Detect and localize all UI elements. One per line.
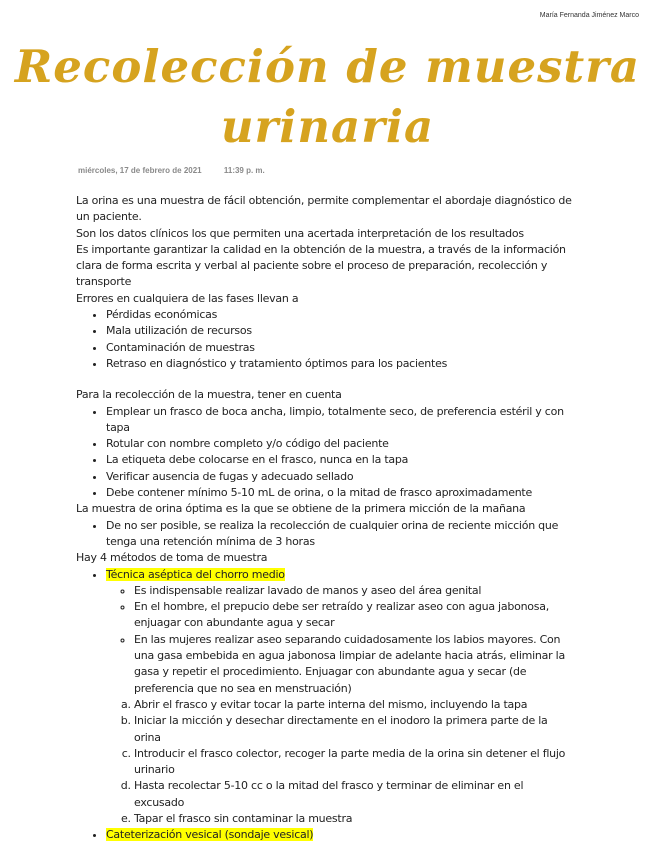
paragraph: Errores en cualquiera de las fases llevan a	[76, 291, 299, 305]
paragraph: Es importante garantizar la calidad en la obtención de la muestra, a través de la información clara de forma escrita y verbal al paciente sobre el proceso de preparación, recolección y transporte	[76, 242, 566, 289]
list-item: ◦ En el hombre, el prepucio debe ser retraído y realizar aseo con agua jabonosa, enjuagar con abundante agua y secar	[134, 599, 576, 632]
note-body	[76, 193, 576, 844]
paragraph: La orina es una muestra de fácil obtención, permite complementar el abordaje diagnóstico de un paciente.	[76, 194, 572, 224]
note-date: miércoles, 17 de febrero de 2021	[78, 166, 202, 175]
method-name-highlighted: Cateterización vesical (sondaje vesical)	[106, 828, 314, 842]
section-heading: Para la recolección de la muestra, tener en cuenta	[76, 388, 342, 402]
method-name-highlighted: Técnica aséptica del chorro medio	[106, 567, 285, 581]
method-item	[106, 567, 576, 828]
list-item: • Verificar ausencia de fugas y adecuado sellado	[106, 469, 576, 485]
list-item: • Rotular con nombre completo y/o código del paciente	[106, 436, 576, 452]
note-timestamp	[78, 166, 265, 175]
steps-list	[106, 697, 576, 827]
spacer	[76, 372, 576, 387]
list-item: • Contaminación de muestras	[106, 340, 576, 356]
methods-list	[76, 567, 576, 844]
list-item: b. Iniciar la micción y desechar directamente en el inodoro la primera parte de la orina	[134, 713, 576, 746]
list-item: ◦ Es indispensable realizar lavado de manos y aseo del área genital	[134, 583, 576, 599]
list-item: c. Introducir el frasco colector, recoger la parte media de la orina sin detener el flujo urinario	[134, 746, 576, 779]
list-item: • De no ser posible, se realiza la recolección de cualquier orina de reciente micción que tenga una retención mínima de 3 horas	[106, 518, 576, 551]
errors-list	[76, 307, 576, 372]
optimal-sub-list	[76, 518, 576, 551]
list-item: e. Tapar el frasco sin contaminar la muestra	[134, 811, 576, 827]
section-heading: Hay 4 métodos de toma de muestra	[76, 551, 268, 565]
list-item: a. Abrir el frasco y evitar tocar la parte interna del mismo, incluyendo la tapa	[134, 697, 576, 713]
list-item: • Retraso en diagnóstico y tratamiento óptimos para los pacientes	[106, 356, 576, 372]
page-title-line-2: urinaria	[220, 100, 435, 153]
paragraph: La muestra de orina óptima es la que se obtiene de la primera micción de la mañana	[76, 502, 526, 516]
paragraph: Son los datos clínicos los que permiten una acertada interpretación de los resultados	[76, 226, 524, 240]
list-item: • Pérdidas económicas	[106, 307, 576, 323]
list-item: d. Hasta recolectar 5-10 cc o la mitad del frasco y terminar de eliminar en el excusado	[134, 778, 576, 811]
note-time: 11:39 p. m.	[223, 166, 265, 175]
list-item: ◦ En las mujeres realizar aseo separando cuidadosamente los labios mayores. Con una gasa embebida en agua jabonosa limpiar de adelante hacia atrás, eliminar la gasa y repetir el procedimiento. Enjuagar con abundante agua y secar (de preferencia que no sea en menstruación)	[134, 632, 576, 697]
list-item: • Mala utilización de recursos	[106, 323, 576, 339]
list-item: • La etiqueta debe colocarse en el frasco, nunca en la tapa	[106, 452, 576, 468]
list-item: • Emplear un frasco de boca ancha, limpio, totalmente seco, de preferencia estéril y con tapa	[106, 404, 576, 437]
prep-list	[106, 583, 576, 697]
method-item	[106, 827, 576, 843]
list-item: • Debe contener mínimo 5-10 mL de orina, o la mitad de frasco aproximadamente	[106, 485, 576, 501]
author-name: María Fernanda Jiménez Marco	[539, 12, 639, 19]
consider-list	[76, 404, 576, 502]
page-title-line-1: Recolección de muestra	[14, 40, 641, 93]
